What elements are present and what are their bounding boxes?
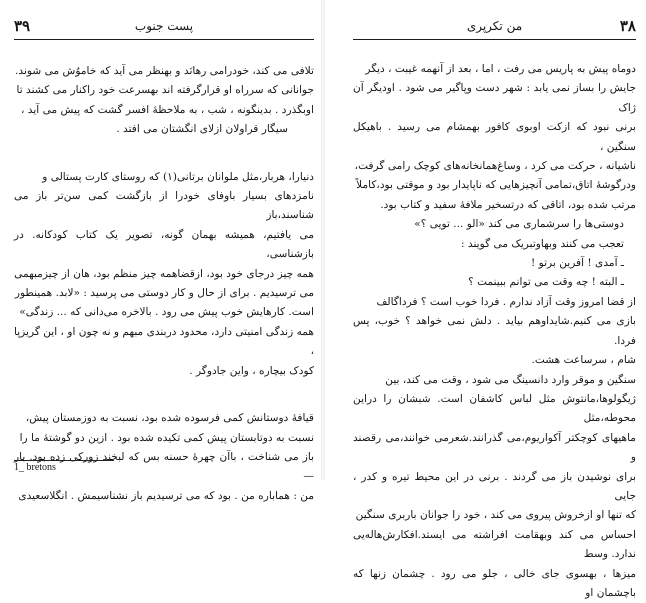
right-para-3-line: میزها ، بهسوی جای خالی ، جلو می رود . چشمان زنها که باچشمان او (353, 567, 636, 599)
right-para-3-line: احساس می کند وبهقامت افراشته می ایستد.افکارش‌هاله‌یی ندارد. وسط (353, 528, 636, 561)
dialog-line: ـ آمدی ! آفرین برتو ! (530, 257, 624, 270)
right-para-1-line: مرتب شده بود، اتاقی که درتسخیر ملافهٔ سفید و کتاب بود. (380, 198, 636, 211)
right-para-2-line: بازی می کنیم.شایداوهم بیاید . دلش نمی خواهد ؟ خوب، پس فردا. (353, 315, 636, 347)
right-para-3-line: که تنها او ازخروش پیروی می کند ، خود را جوانان باربری سنگین (355, 509, 636, 522)
footnote: 1_ bretons (14, 462, 56, 473)
left-para-3-line: باز می شناخت ، باآن چهرهٔ حسنه بس که لبخند زورکی زده بود. بار— (14, 450, 314, 483)
left-para-1-line: جوانانی که سرراه او قرارگرفته اند بهسرعت خود راکنار می کشند تا (16, 84, 314, 97)
right-page-number: ۳۸ (619, 17, 636, 35)
left-page-running-title: پست جنوب (134, 19, 194, 33)
dialog-line: ـ البته ! چه وقت می توانم ببینمت ؟ (468, 276, 624, 289)
left-page-body (14, 62, 314, 506)
right-header-rule (353, 39, 636, 40)
right-page-running-title: من تکرپری (466, 19, 523, 33)
right-para-2-line: از قضا امروز وقت آزاد ندارم . فردا خوب است ؟ فرداگالف (376, 295, 636, 308)
right-page (323, 0, 646, 599)
left-para-2-line: دنیارا، هربار،مثل ملوانان برتانی(۱) که روستای کارت پستالی و (42, 170, 314, 183)
left-para-2-line: همه چیز درجای خود بود، ازقضاهمه چیز منظم بود، هان از چیزمبهمی (14, 267, 314, 280)
right-para-1-line: جایش را بساز نمی یابد : شهر دست وپاگیر می شود . اودیگر آن ژاک (353, 82, 636, 114)
left-para-2-line: نامزدهای بسیار باوفای خودرا از بازگشت کمی سن‌تر باز می شناسند،باز (14, 190, 314, 222)
left-para-1-line: سیگار قراولان ازلای انگشتان می افتد . (116, 123, 288, 136)
left-para-1-line: اوبگذرد . بدینگونه ، شب ، به ملاحظهٔ افسر گشت که پیش می آید ، (21, 103, 314, 116)
left-page-number: ۳۹ (14, 17, 31, 35)
right-para-2-line: شام ، سرساعت هشت. (531, 354, 636, 367)
left-para-2-line: کودک بیچاره ، واین جادوگر . (189, 364, 314, 377)
left-para-2-line: است. کارهایش خوب پیش می رود . بالاخره می‌دانی که ... زندگی» (19, 306, 314, 319)
dialog-line: دوستی‌ها را سرشماری می کند «الو ... تویی ؟» (414, 218, 624, 231)
left-para-2-line: می ترسیدیم . برای از حال و کار دوستی می پرسید : «لابد. همینطور (14, 287, 314, 300)
right-page-body (353, 60, 636, 603)
right-para-1-line: ودرگوشهٔ اتاق،تمامی آنچیزهایی که ناپایدار بود و موقتی بود،کاملاً (356, 179, 636, 192)
left-page-header (14, 14, 314, 40)
left-para-2-line: می یافتیم، همیشه بهمان گونه، تصویر یک کتاب کودکانه. در بازشناسی، (14, 228, 314, 261)
left-para-3-line: من : هماباره من . بود که می ترسیدیم باز نشناسیمش . انگلاسعیدی (18, 489, 314, 502)
right-para-1-line: ناشیانه ، حرکت می کرد ، وساغ‌همانخانه‌های کوچک رامی گرفت، (354, 160, 636, 173)
right-para-3-line: ژیگولوها،مانتوش مثل لباس کاشفان است. شبشان را دراین محوطه،مثل (353, 392, 636, 425)
footnote-rule (14, 460, 114, 461)
left-para-1-line: تلافی می کند، خودرامی رهانَد و بهنظر می آید که خاموُش می شوند. (15, 65, 314, 77)
left-header-rule (14, 39, 314, 40)
left-para-3-line: قیافهٔ دوستانش کمی فرسوده شده بود، نسبت به دوزمستان پیش، (25, 412, 314, 425)
left-para-3-line: نسبت به دوتابستان پیش کمی تکیده شده بود . ازین دو گوشتهٔ ما را (19, 431, 314, 444)
left-para-2-line: همه زندگی امنیتی دارد، محدود دربندی مبهم و نه چون او ، این گریزپا ، (14, 325, 314, 358)
right-para-1-line: برنی نبود که ازکت اوبوی کافور بهمشام می رسید . باهیکل سنگین ، (353, 121, 636, 153)
left-page (0, 0, 323, 502)
right-page-header (353, 14, 636, 40)
right-para-3-line: سنگین و موقر وارد دانسینگ می شود ، وقت می کند، بین (385, 373, 636, 386)
right-para-3-line: ماهیهای کوچکتر آکواریوم،می گذرانند.شعرمی خوانند،می رقصند و (353, 431, 636, 464)
right-para-3-line: برای نوشیدن باز می گردند . برنی در این محیط تیره و کدر ، جایی (353, 470, 636, 502)
right-para-1-line: دوماه پیش به پاریس می رفت ، اما ، بعد از آنهمه غیبت ، دیگر (365, 63, 636, 75)
dialog-line: تعجب می کنند وبهاوتبریک می گویند : (460, 237, 624, 250)
